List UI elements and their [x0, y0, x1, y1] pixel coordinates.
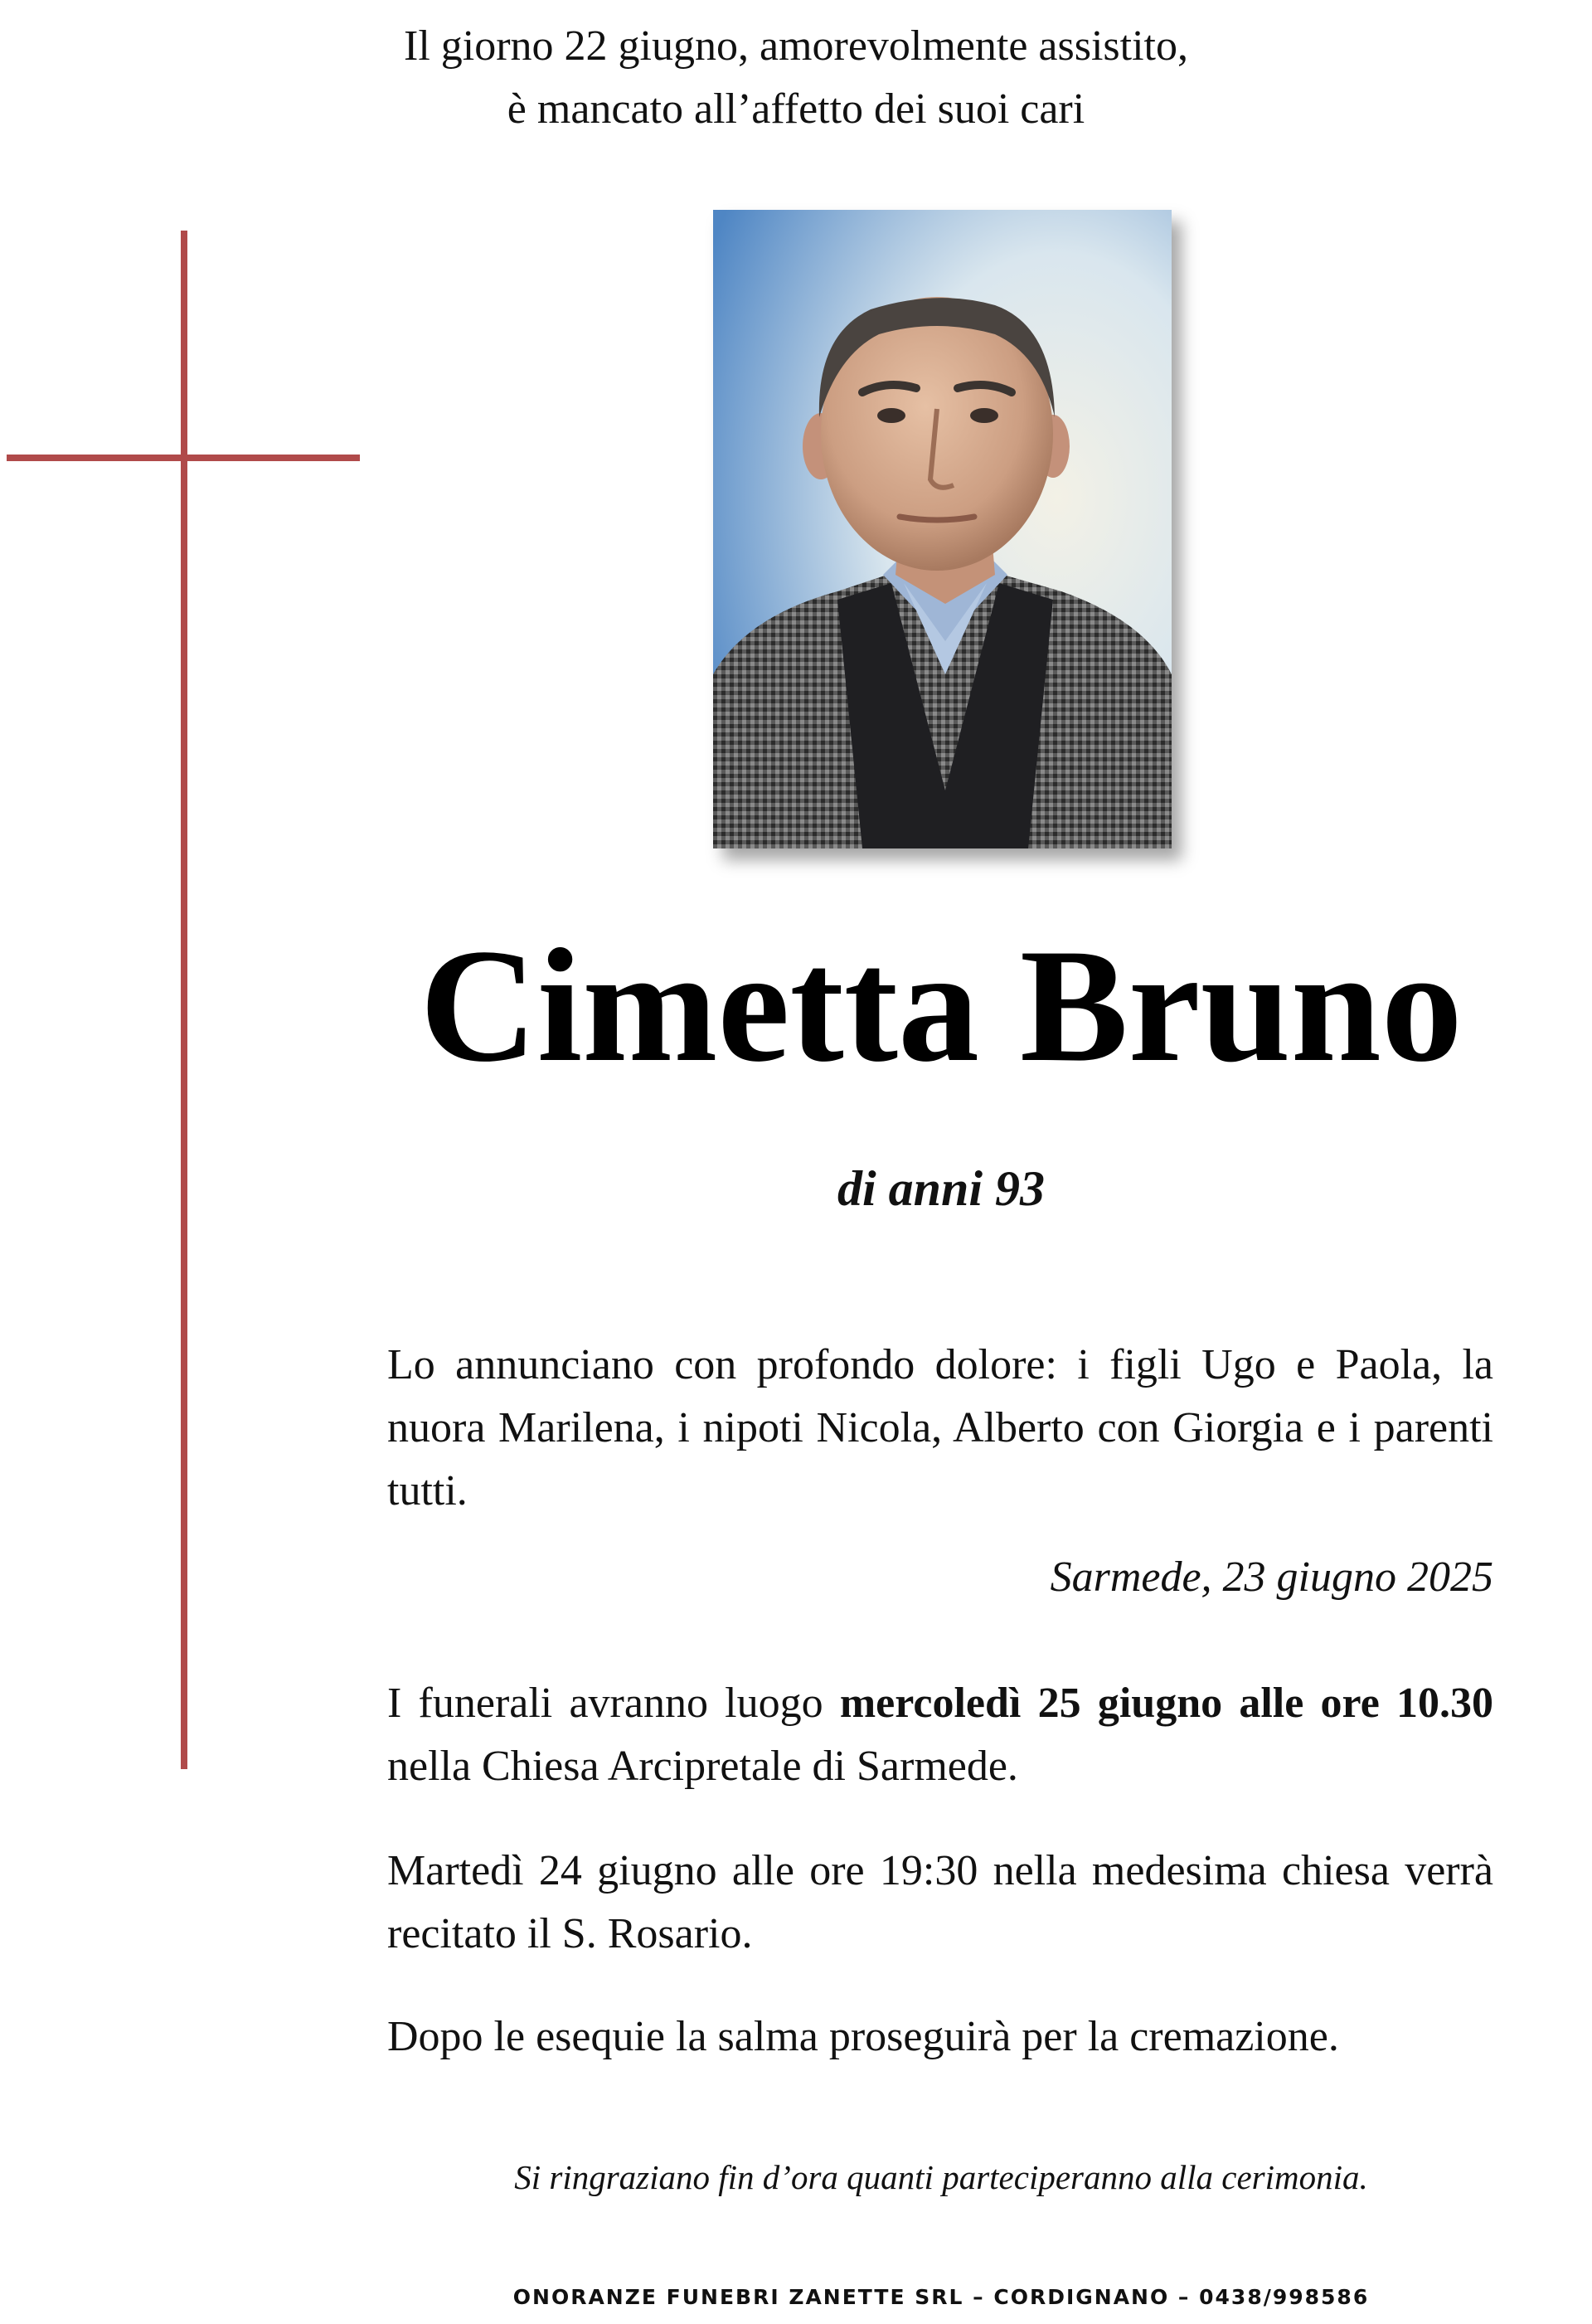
cremation-text: Dopo le esequie la salma proseguirà per la cremazione.	[387, 2013, 1339, 2060]
intro-line-1: Il giorno 22 giugno, amorevolmente assistito,	[404, 22, 1188, 70]
funeral-text-end: nella Chiesa Arcipretale di Sarmede.	[387, 1743, 1018, 1790]
intro-line-2: è mancato all’affetto dei suoi cari	[507, 85, 1085, 133]
portrait-photo	[713, 210, 1172, 848]
place-date: Sarmede, 23 giugno 2025	[1050, 1553, 1493, 1601]
thanks-text: Si ringraziano fin d’ora quanti parteciperanno alla cerimonia.	[514, 2158, 1368, 2196]
deceased-age: di anni 93	[837, 1161, 1046, 1216]
announcement-text: Lo annunciano con profondo dolore: i figli Ugo e Paola, la nuora Marilena, i nipoti Nicola, Alberto con Giorgia e i parenti tutti.	[387, 1341, 1493, 1514]
funeral-date-time: mercoledì 25 giugno alle ore 10.30	[839, 1680, 1493, 1727]
funeral-text-start: I funerali avranno luogo	[387, 1680, 840, 1727]
cross-vertical-bar	[181, 231, 187, 1769]
cross-horizontal-bar	[7, 455, 360, 461]
intro-text	[0, 15, 1592, 141]
rosary-text: Martedì 24 giugno alle ore 19:30 nella medesima chiesa verrà recitato il S. Rosario.	[387, 1847, 1493, 1957]
funeral-details	[387, 1672, 1493, 1798]
funeral-home-footer: ONORANZE FUNEBRI ZANETTE SRL – CORDIGNANO – 0438/998586	[512, 2285, 1370, 2309]
deceased-name: Cimetta Bruno	[420, 916, 1463, 1096]
